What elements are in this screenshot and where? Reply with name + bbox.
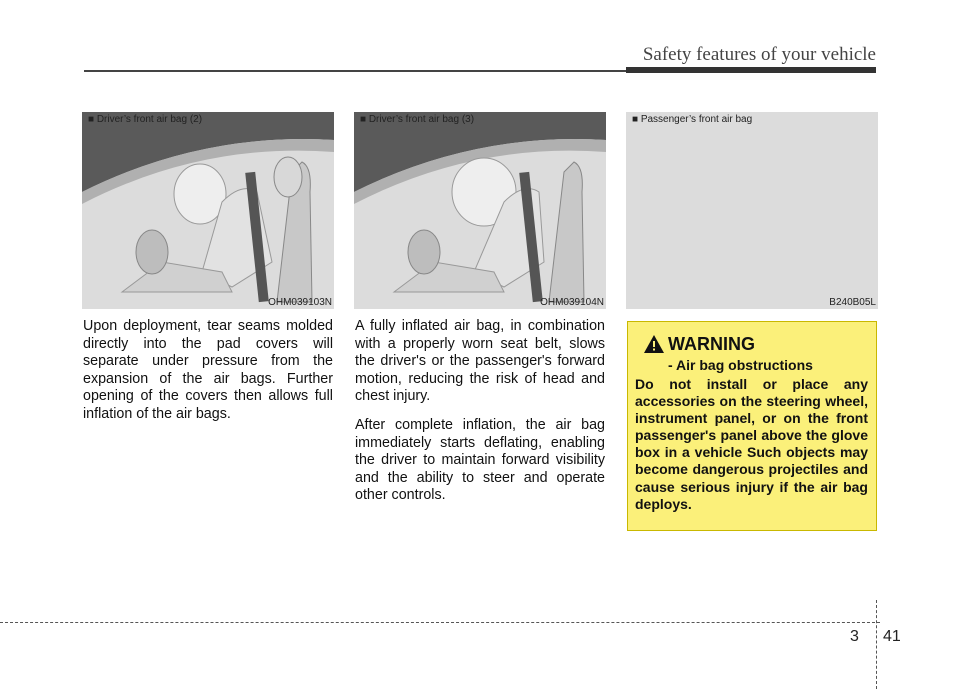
page-number: 41	[883, 628, 901, 645]
figure-panel	[626, 112, 878, 309]
warning-title: WARNING	[668, 334, 755, 354]
page-chapter: 3	[850, 628, 859, 645]
figure-code: OHM039103N	[268, 297, 332, 308]
body-paragraph: After complete inflation, the air bag immediately starts deflating, enabling the driver to maintain forward visibility and the ability to steer and operate other controls.	[355, 417, 605, 504]
warning-box	[627, 321, 877, 531]
figure-code: B240B05L	[829, 297, 876, 308]
figure-caption: ■ Passenger’s front air bag	[632, 114, 753, 125]
body-paragraph: Upon deployment, tear seams molded directly into the pad covers will separate under pressure from the expansion of the air bags. Further opening of the covers then allows full inflation of the air bags.	[83, 318, 333, 422]
figure-passengers-airbag	[626, 112, 878, 309]
footer-rule	[0, 622, 880, 623]
warning-triangle-icon	[644, 335, 664, 353]
figure-drivers-airbag-3	[354, 112, 606, 309]
warning-subtitle: - Air bag obstructions	[668, 357, 813, 373]
body-paragraph: A fully inflated air bag, in combination with a properly worn seat belt, slows the driver's or the passenger's forward motion, reducing the risk of head and chest injury.	[355, 318, 605, 405]
driver-airbag-deployed-illustration-icon	[354, 112, 606, 309]
warning-text: Do not install or place any accessories on the steering wheel, instrument panel, or on the front passenger's panel above the glove box in a vehicle Such objects may become dangerous projectiles and cause serious injury if the air bag deploys.	[635, 376, 868, 512]
figure-caption: ■ Driver’s front air bag (2)	[88, 114, 203, 125]
footer-vertical-rule	[876, 600, 877, 689]
driver-airbag-illustration-icon	[82, 112, 334, 309]
header-accent-bar	[626, 67, 876, 73]
figure-code: OHM039104N	[540, 297, 604, 308]
figure-drivers-airbag-2	[82, 112, 334, 309]
header-title: Safety features of your vehicle	[642, 44, 876, 65]
figure-caption: ■ Driver’s front air bag (3)	[360, 114, 475, 125]
